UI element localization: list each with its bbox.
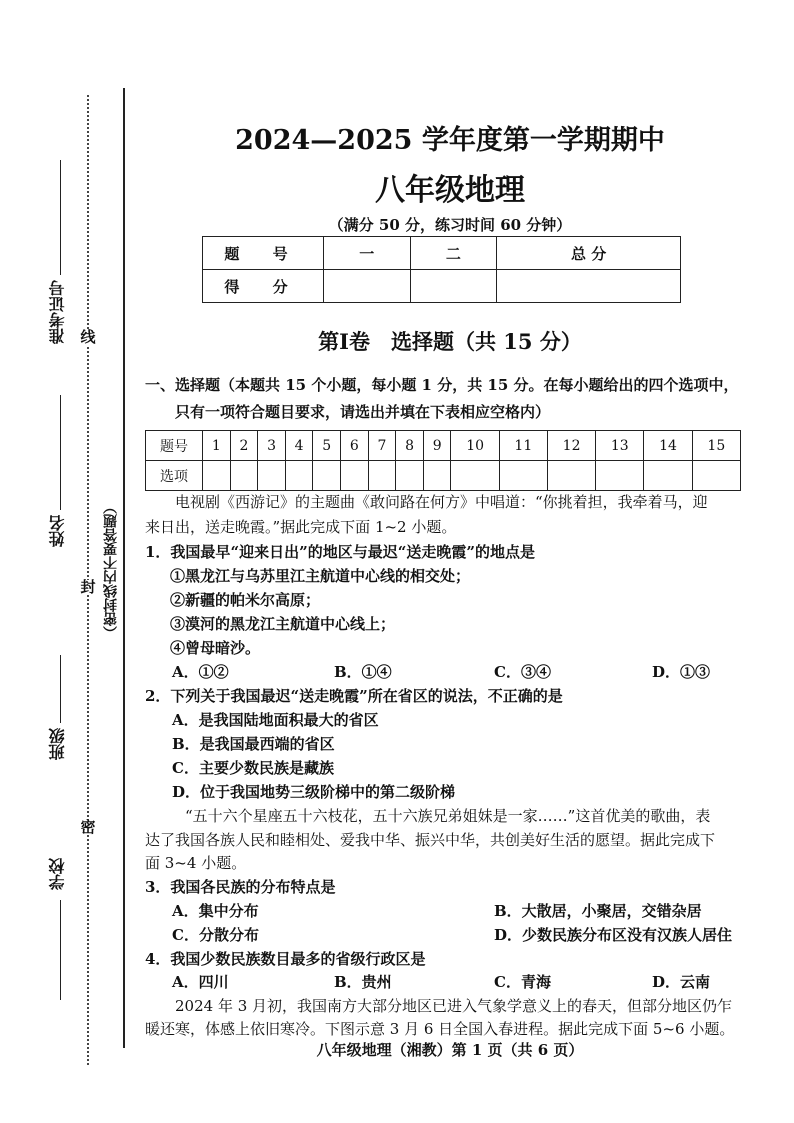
answer-number-13: 13 — [596, 431, 644, 461]
score-cell-total[interactable] — [497, 270, 681, 303]
score-header-part2: 二 — [410, 237, 497, 270]
passage1-line1: 电视剧《西游记》的主题曲《敢问路在何方》中唱道：“你挑着担，我牵着马，迎 — [175, 493, 708, 511]
score-cell-part2[interactable] — [410, 270, 497, 303]
answer-number-3: 3 — [258, 431, 286, 461]
q3-option-b[interactable]: B．大散居，小聚居，交错杂居 — [494, 902, 702, 920]
q1-item-3: ③漠河的黑龙江主航道中心线上； — [170, 615, 396, 633]
score-row-label: 得 分 — [203, 270, 324, 303]
q2-option-a[interactable]: A．是我国陆地面积最大的省区 — [172, 711, 379, 729]
seal-notice: （密封线内不要答题） — [103, 500, 119, 640]
instructions-line1: 一、选择题（本题共 15 个小题，每小题 1 分，共 15 分。在每小题给出的四个选项中， — [145, 376, 739, 394]
passage2-line2: 达了我国各族人民和睦相处、爱我中华、振兴中华，共创美好生活的愿望。据此完成下 — [145, 831, 716, 849]
answer-cell-13[interactable] — [596, 461, 644, 491]
q4-option-a[interactable]: A．四川 — [172, 973, 229, 991]
score-cell-part1[interactable] — [324, 270, 411, 303]
school-field[interactable] — [60, 900, 61, 1000]
q4-option-d[interactable]: D．云南 — [652, 973, 711, 991]
answer-cell-1[interactable] — [203, 461, 231, 491]
answer-number-12: 12 — [547, 431, 595, 461]
answer-number-10: 10 — [451, 431, 499, 461]
instructions-line2: 只有一项符合题目要求，请选出并填在下表相应空格内） — [175, 403, 551, 421]
q3-option-c[interactable]: C．分散分布 — [172, 926, 259, 944]
q1-option-c[interactable]: C．③④ — [494, 663, 551, 681]
answer-row-label: 选项 — [146, 461, 203, 491]
seal-char-feng: 封 — [80, 578, 96, 596]
score-header-total: 总 分 — [497, 237, 681, 270]
class-field[interactable] — [60, 655, 61, 723]
answer-number-8: 8 — [396, 431, 424, 461]
subject-title: 八年级地理 — [375, 173, 525, 208]
answer-cell-15[interactable] — [692, 461, 740, 491]
answer-header-label: 题号 — [146, 431, 203, 461]
answer-cell-8[interactable] — [396, 461, 424, 491]
answer-number-1: 1 — [203, 431, 231, 461]
score-header-part1: 一 — [324, 237, 411, 270]
passage1-line2: 来日出，送走晚霞。”据此完成下面 1~2 小题。 — [145, 518, 457, 536]
exam-subtitle: （满分 50 分，练习时间 60 分钟） — [328, 216, 572, 234]
seal-char-line: 线 — [80, 328, 96, 346]
passage2-line3: 面 3~4 小题。 — [145, 854, 247, 872]
q1-stem: 1．我国最早“迎来日出”的地区与最迟“送走晚霞”的地点是 — [145, 543, 535, 561]
answer-cell-11[interactable] — [499, 461, 547, 491]
name-label: 姓名 — [48, 515, 67, 547]
q4-option-c[interactable]: C．青海 — [494, 973, 551, 991]
answer-cell-10[interactable] — [451, 461, 499, 491]
answer-cell-12[interactable] — [547, 461, 595, 491]
q4-option-b[interactable]: B．贵州 — [334, 973, 392, 991]
answer-number-2: 2 — [230, 431, 258, 461]
q2-option-b[interactable]: B．是我国最西端的省区 — [172, 735, 335, 753]
admission-number-field[interactable] — [60, 160, 61, 275]
q1-option-b[interactable]: B．①④ — [334, 663, 392, 681]
q4-stem: 4．我国少数民族数目最多的省级行政区是 — [145, 950, 426, 968]
answer-table — [145, 430, 741, 491]
answer-number-4: 4 — [285, 431, 313, 461]
answer-number-15: 15 — [692, 431, 740, 461]
answer-number-14: 14 — [644, 431, 692, 461]
answer-cell-14[interactable] — [644, 461, 692, 491]
passage2-line1: “五十六个星座五十六枝花，五十六族兄弟姐妹是一家……”这首优美的歌曲，表 — [185, 807, 711, 825]
seal-char-mi: 密 — [80, 818, 96, 836]
class-label: 班级 — [48, 728, 67, 760]
q3-stem: 3．我国各民族的分布特点是 — [145, 878, 336, 896]
answer-cell-2[interactable] — [230, 461, 258, 491]
answer-number-6: 6 — [341, 431, 369, 461]
passage3-line1: 2024 年 3 月初，我国南方大部分地区已进入气象学意义上的春天，但部分地区仍乍 — [175, 997, 733, 1015]
answer-cell-7[interactable] — [368, 461, 396, 491]
passage3-line2: 暖还寒，体感上依旧寒冷。下图示意 3 月 6 日全国入春进程。据此完成下面 5~6 小题。 — [145, 1020, 735, 1038]
q1-item-2: ②新疆的帕米尔高原； — [170, 591, 321, 609]
answer-cell-5[interactable] — [313, 461, 341, 491]
school-label: 学校 — [48, 858, 67, 890]
q1-item-1: ①黑龙江与乌苏里江主航道中心线的相交处； — [170, 567, 471, 585]
score-header-label: 题 号 — [203, 237, 324, 270]
q3-option-d[interactable]: D．少数民族分布区没有汉族人居住 — [494, 926, 733, 944]
q1-option-d[interactable]: D．①③ — [652, 663, 711, 681]
answer-number-11: 11 — [499, 431, 547, 461]
answer-number-7: 7 — [368, 431, 396, 461]
answer-cell-9[interactable] — [423, 461, 451, 491]
answer-number-9: 9 — [423, 431, 451, 461]
q3-option-a[interactable]: A．集中分布 — [172, 902, 259, 920]
exam-title: 2024—2025 学年度第一学期期中 — [235, 125, 665, 156]
margin-solid-line — [123, 88, 125, 1048]
page-footer: 八年级地理（湘教）第 1 页（共 6 页） — [316, 1041, 584, 1059]
answer-cell-4[interactable] — [285, 461, 313, 491]
name-field[interactable] — [60, 395, 61, 510]
answer-number-5: 5 — [313, 431, 341, 461]
q2-option-d[interactable]: D．位于我国地势三级阶梯中的第二级阶梯 — [172, 783, 456, 801]
q2-stem: 2．下列关于我国最迟“送走晚霞”所在省区的说法，不正确的是 — [145, 687, 563, 705]
q1-option-a[interactable]: A．①② — [172, 663, 229, 681]
q2-option-c[interactable]: C．主要少数民族是藏族 — [172, 759, 334, 777]
q1-item-4: ④曾母暗沙。 — [170, 639, 261, 657]
answer-cell-3[interactable] — [258, 461, 286, 491]
answer-cell-6[interactable] — [341, 461, 369, 491]
section-title: 第Ⅰ卷 选择题（共 15 分） — [318, 329, 582, 354]
score-table — [202, 236, 681, 303]
admission-number-label: 准考证号 — [48, 280, 67, 344]
